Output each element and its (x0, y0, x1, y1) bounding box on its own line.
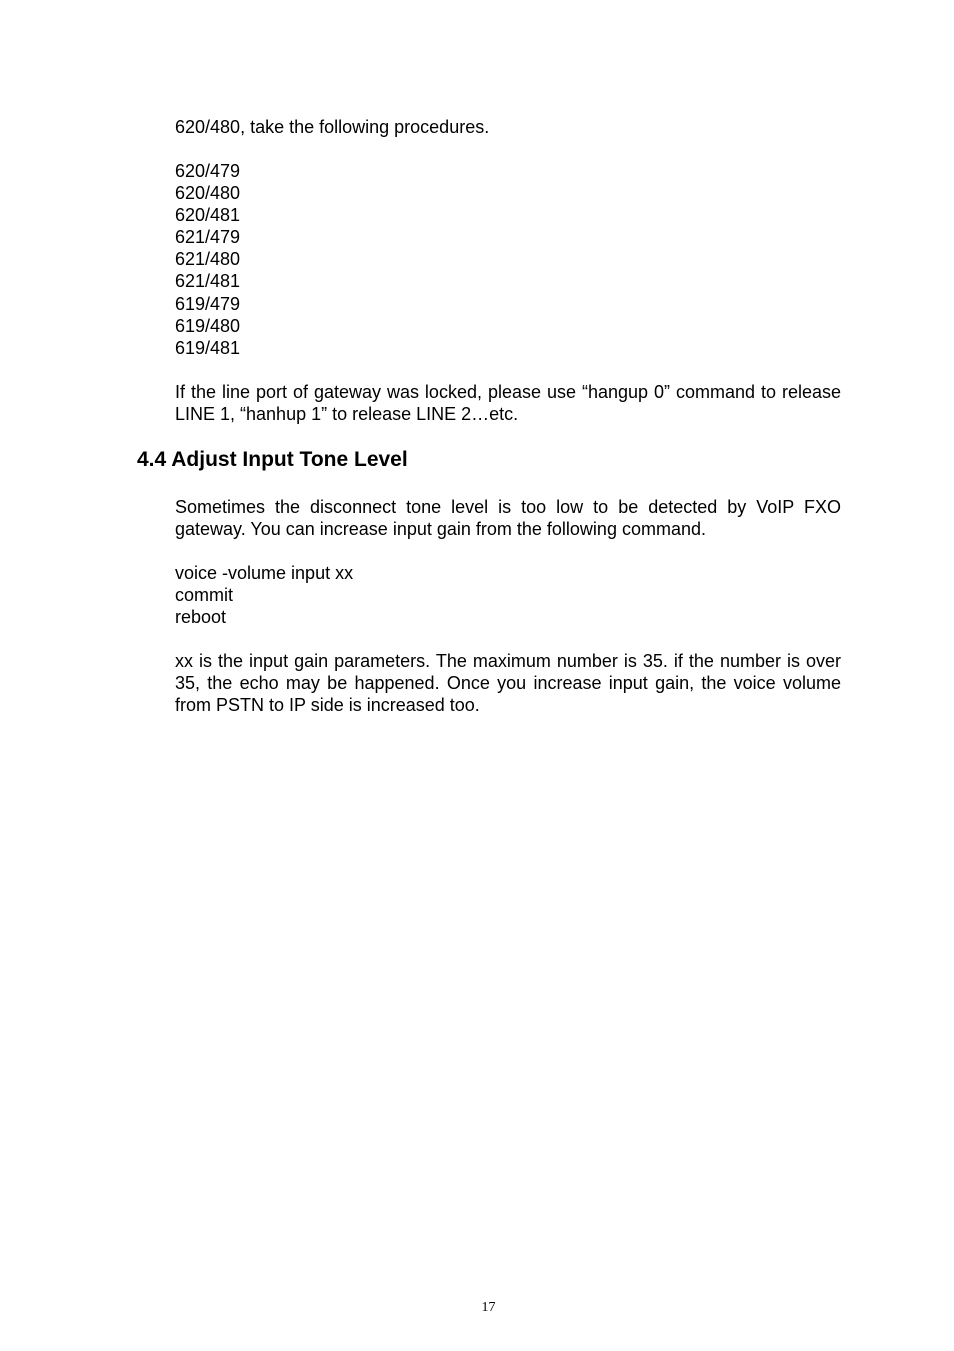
tone-value: 621/480 (175, 249, 241, 270)
section-heading: 4.4 Adjust Input Tone Level (137, 448, 408, 471)
page-number: 17 (481, 1300, 496, 1315)
tone-value: 619/480 (175, 315, 241, 336)
command-line: commit (175, 585, 233, 606)
command-line: voice -volume input xx (175, 563, 354, 583)
tone-value: 620/479 (175, 161, 241, 181)
tone-level-paragraph: Sometimes the disconnect tone level is too low to be detected by VoIP FXO gateway. You can increase input gain from the following command. (175, 497, 841, 539)
hangup-paragraph: If the line port of gateway was locked, please use “hangup 0” command to release LINE 1, “hanhup 1” to release LINE 2…etc. (175, 382, 841, 424)
input-gain-paragraph: xx is the input gain parameters. The maximum number is 35. if the number is over 35, the echo may be happened. Once you increase input gain, the voice volume from PSTN to IP side is increased too. (175, 651, 841, 715)
tone-value: 621/479 (175, 227, 241, 248)
tone-value-list (175, 160, 240, 359)
command-list (175, 562, 353, 628)
tone-value: 619/479 (175, 293, 241, 314)
tone-value: 620/481 (175, 205, 241, 226)
command-line: reboot (175, 607, 227, 628)
tone-value: 620/480 (175, 183, 241, 204)
tone-value: 619/481 (175, 337, 241, 358)
tone-value: 621/481 (175, 271, 241, 292)
intro-line: 620/480, take the following procedures. (175, 117, 490, 137)
